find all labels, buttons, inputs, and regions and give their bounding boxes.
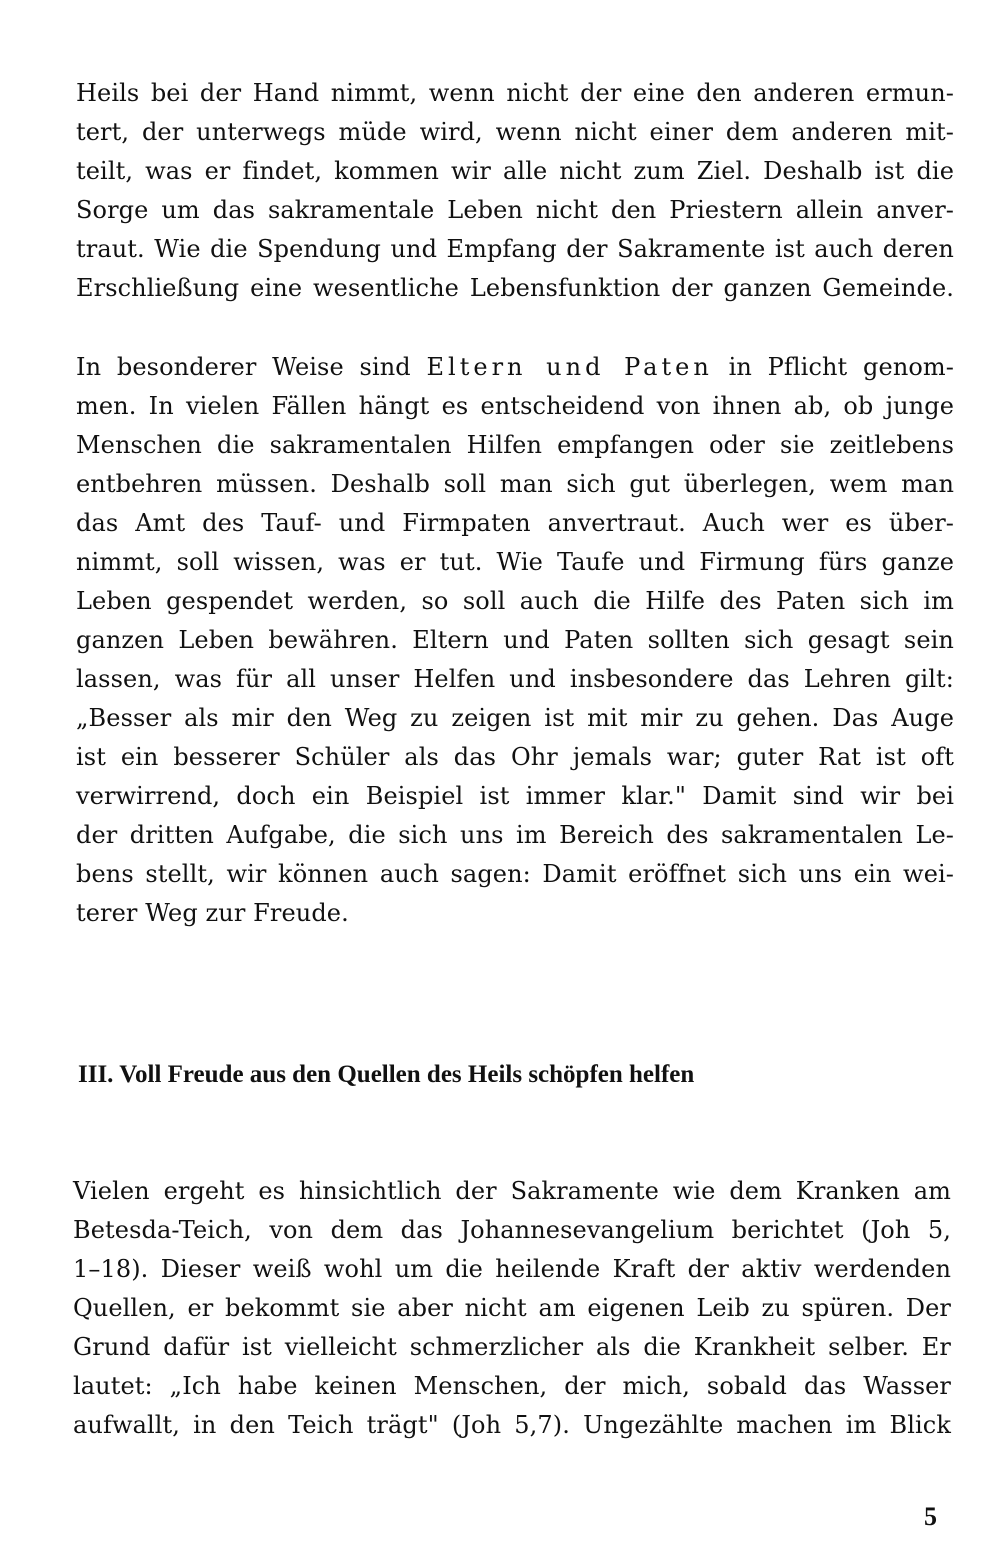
text-line: Heils bei der Hand nimmt, wenn nicht der eine den anderen ermun- [76, 79, 954, 107]
text-line: Leben gespendet werden, so soll auch die Hilfe des Paten sich im [76, 587, 954, 615]
text-line: lassen, was für all unser Helfen und insbesondere das Lehren gilt: [76, 665, 954, 693]
text-line: ganzen Leben bewähren. Eltern und Paten sollten sich gesagt sein [76, 626, 954, 654]
text-line: Sorge um das sakramentale Leben nicht den Priestern allein anver- [76, 196, 954, 224]
text-line: teilt, was er findet, kommen wir alle nicht zum Ziel. Deshalb ist die [76, 157, 954, 185]
text-line: „Besser als mir den Weg zu zeigen ist mit mir zu gehen. Das Auge [76, 704, 954, 732]
text-line: lautet: „Ich habe keinen Menschen, der mich, sobald das Wasser [73, 1372, 951, 1400]
emphasized-text: Eltern und Paten [426, 353, 713, 381]
text-segment: in Pflicht genom- [728, 353, 954, 381]
text-line: entbehren müssen. Deshalb soll man sich gut überlegen, wem man [76, 470, 954, 498]
text-line: 1–18). Dieser weiß wohl um die heilende Kraft der aktiv werdenden [73, 1255, 951, 1283]
text-line: Betesda-Teich, von dem das Johannesevangelium berichtet (Joh 5, [73, 1216, 951, 1244]
text-line: Vielen ergeht es hinsichtlich der Sakramente wie dem Kranken am [73, 1177, 951, 1205]
text-line: verwirrend, doch ein Beispiel ist immer klar." Damit sind wir bei [76, 782, 954, 810]
text-line [76, 350, 954, 384]
text-line: der dritten Aufgabe, die sich uns im Bereich des sakramentalen Le- [76, 821, 954, 849]
text-line: nimmt, soll wissen, was er tut. Wie Taufe und Firmung fürs ganze [76, 548, 954, 576]
text-line: Menschen die sakramentalen Hilfen empfangen oder sie zeitlebens [76, 431, 954, 459]
text-line: men. In vielen Fällen hängt es entscheidend von ihnen ab, ob junge [76, 392, 954, 420]
text-segment: In besonderer Weise sind [76, 353, 411, 381]
text-line: terer Weg zur Freude. [76, 899, 349, 927]
section-heading: III. Voll Freude aus den Quellen des Heils schöpfen helfen [78, 1061, 695, 1088]
text-line: Grund dafür ist vielleicht schmerzlicher als die Krankheit selber. Er [73, 1333, 951, 1361]
text-line: Erschließung eine wesentliche Lebensfunktion der ganzen Gemeinde. [76, 274, 954, 302]
text-line: das Amt des Tauf- und Firmpaten anvertraut. Auch wer es über- [76, 509, 954, 537]
text-line: Quellen, er bekommt sie aber nicht am eigenen Leib zu spüren. Der [73, 1294, 951, 1322]
text-line: traut. Wie die Spendung und Empfang der Sakramente ist auch deren [76, 235, 954, 263]
text-line: tert, der unterwegs müde wird, wenn nicht einer dem anderen mit- [76, 118, 954, 146]
text-line: aufwallt, in den Teich trägt" (Joh 5,7). Ungezählte machen im Blick [73, 1411, 951, 1439]
text-line: bens stellt, wir können auch sagen: Damit eröffnet sich uns ein wei- [76, 860, 954, 888]
text-line: ist ein besserer Schüler als das Ohr jemals war; guter Rat ist oft [76, 743, 954, 771]
page-number: 5 [924, 1502, 937, 1531]
